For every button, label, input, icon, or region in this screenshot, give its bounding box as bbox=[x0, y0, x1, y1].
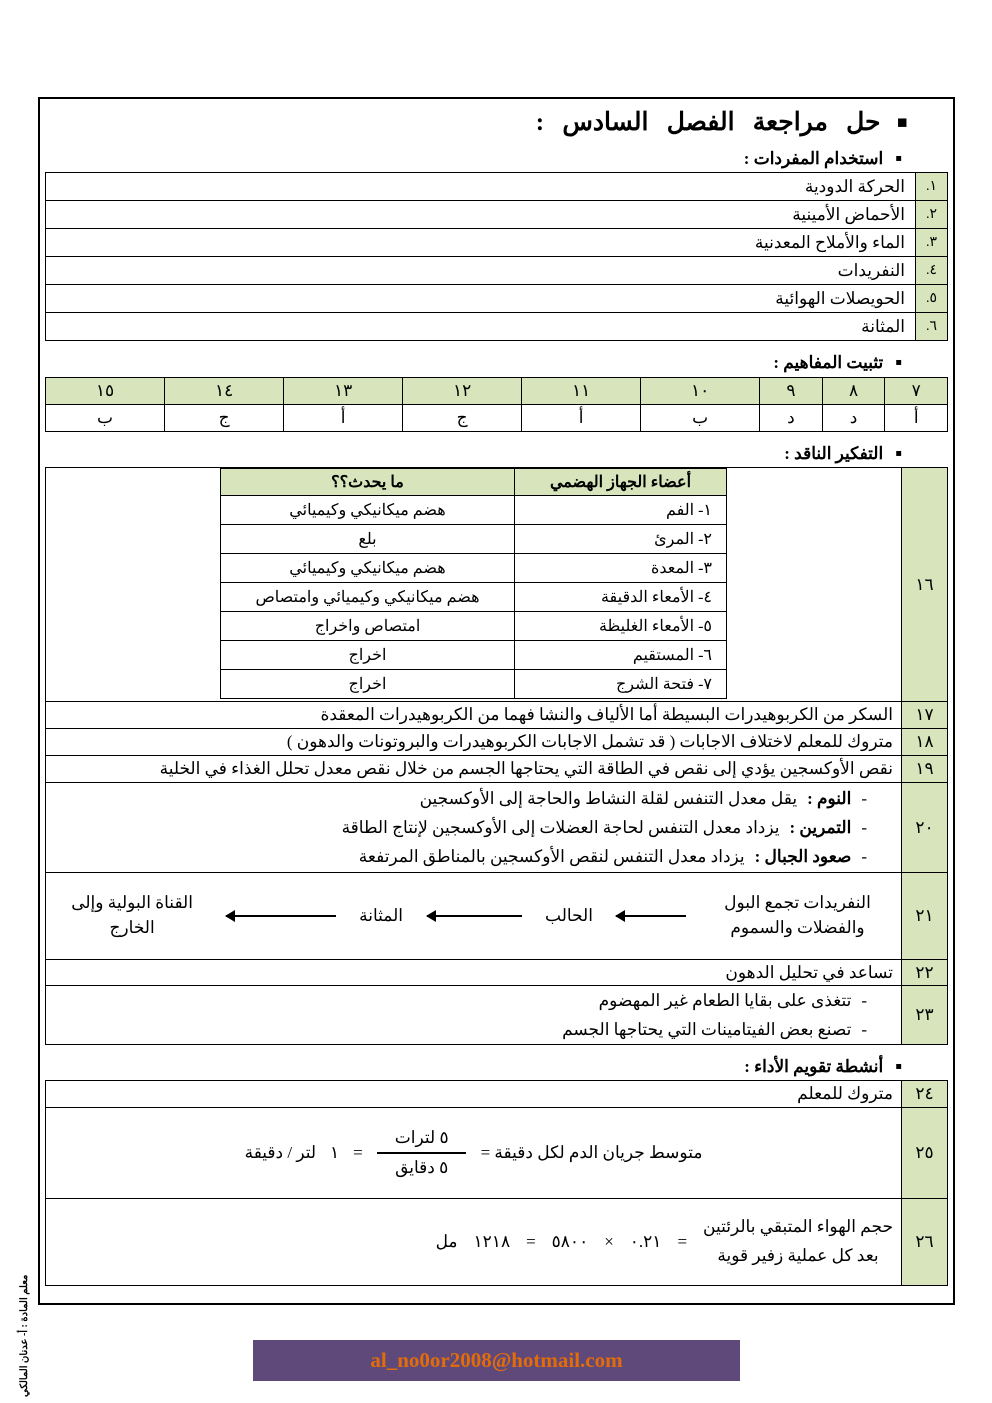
item-text: يزداد معدل التنفس لحاجة العضلات إلى الأوكسجين لإنتاج الطاقة bbox=[341, 818, 780, 837]
content-frame bbox=[38, 97, 955, 1305]
vocab-answer: الحركة الدودية bbox=[804, 176, 905, 196]
answer-row-19 bbox=[45, 755, 948, 783]
equation-label bbox=[703, 1213, 893, 1271]
happens-column-header: ما يحدث؟؟ bbox=[221, 469, 515, 496]
question-number: ١٤ bbox=[165, 378, 284, 405]
item-text: تصنع بعض الفيتامينات التي يحتاجها الجسم bbox=[562, 1020, 852, 1039]
organ-cell: ٣- المعدة bbox=[515, 554, 727, 583]
result-unit: لتر / دقيقة bbox=[244, 1143, 317, 1162]
concepts-number-row bbox=[46, 378, 948, 405]
list-item bbox=[46, 842, 867, 871]
answer-letter: ج bbox=[403, 405, 522, 432]
section-critical-label: التفكير الناقد : bbox=[784, 444, 884, 463]
fraction-denominator: ٥ دقايق bbox=[377, 1152, 466, 1178]
answer-row-23 bbox=[45, 985, 948, 1045]
happens-cell: هضم ميكانيكي وكيميائي bbox=[221, 554, 515, 583]
question-number: ١٥ bbox=[46, 378, 165, 405]
teacher-credit: معلم المادة : أ- عدنان المالكي bbox=[19, 1274, 30, 1397]
organ-row bbox=[221, 641, 727, 670]
organ-row bbox=[221, 670, 727, 699]
dash-icon: - bbox=[861, 847, 867, 866]
title-bullet-icon: ▪ bbox=[896, 112, 908, 132]
row-number: ٢٠ bbox=[901, 783, 947, 872]
fraction-numerator: ٥ لترات bbox=[394, 1128, 449, 1147]
question-number: ١١ bbox=[522, 378, 641, 405]
flow-node-bladder: المثانة bbox=[359, 905, 403, 925]
section-concepts-heading bbox=[45, 351, 902, 375]
concepts-answers-table bbox=[45, 377, 948, 432]
email-text: al_no0or2008@hotmail.com bbox=[370, 1348, 623, 1372]
dash-list bbox=[46, 986, 901, 1044]
list-item bbox=[46, 813, 867, 842]
page-title-text: حل مراجعة الفصل السادس : bbox=[535, 109, 881, 136]
result-value: ١ bbox=[330, 1143, 340, 1162]
row-number: ١٧ bbox=[901, 702, 947, 728]
answer-letter: ب bbox=[641, 405, 760, 432]
factor-value: ٠.٢١ bbox=[629, 1232, 662, 1251]
left-arrow-icon bbox=[616, 915, 686, 917]
section-performance-heading bbox=[45, 1055, 902, 1079]
organ-cell: ٤- الأمعاء الدقيقة bbox=[515, 583, 727, 612]
label-line-2: بعد كل عملية زفير قوية bbox=[717, 1246, 879, 1265]
answer-text: متروك للمعلم لاختلاف الاجابات ( قد تشمل الاجابات الكربوهيدرات والبروتونات والدهون ) bbox=[286, 732, 893, 751]
blood-flow-equation bbox=[46, 1108, 901, 1198]
row-number: ٢٤ bbox=[901, 1081, 947, 1107]
answer-row-20 bbox=[45, 782, 948, 873]
answer-row-24 bbox=[45, 1080, 948, 1108]
vocab-answer: النفريدات bbox=[837, 260, 905, 280]
equation bbox=[46, 1209, 901, 1275]
vocab-answer: المثانة bbox=[861, 316, 905, 336]
dash-icon: - bbox=[861, 789, 867, 808]
question-number: ١٠ bbox=[641, 378, 760, 405]
item-label: صعود الجبال : bbox=[754, 847, 852, 866]
row-number: ٥. bbox=[915, 285, 947, 312]
happens-cell: بلع bbox=[221, 525, 515, 554]
happens-cell: هضم ميكانيكي وكيميائي bbox=[221, 496, 515, 525]
organ-row bbox=[221, 612, 727, 641]
question-number: ٧ bbox=[885, 378, 948, 405]
urinary-flow-diagram bbox=[46, 873, 901, 959]
section-critical-heading bbox=[45, 442, 902, 466]
section-vocab-label: استخدام المفردات : bbox=[743, 149, 884, 168]
row-number: ٢. bbox=[915, 201, 947, 228]
item-label: النوم : bbox=[807, 789, 852, 808]
question-number: ١٣ bbox=[284, 378, 403, 405]
equals-sign: = bbox=[526, 1232, 536, 1251]
answer-letter: أ bbox=[284, 405, 403, 432]
result-unit: مل bbox=[435, 1232, 458, 1251]
row-number: ١٩ bbox=[901, 756, 947, 782]
critical-thinking-table bbox=[45, 467, 948, 1045]
row-number: ١٨ bbox=[901, 729, 947, 755]
item-text: تتغذى على بقايا الطعام غير المهضوم bbox=[598, 991, 852, 1010]
organ-row bbox=[221, 554, 727, 583]
row-number: ١٦ bbox=[901, 468, 947, 701]
row-number: ٣. bbox=[915, 229, 947, 256]
digestive-organs-table bbox=[220, 468, 727, 699]
answer-row-21 bbox=[45, 872, 948, 960]
organ-cell: ٢- المرئ bbox=[515, 525, 727, 554]
dash-icon: - bbox=[861, 1020, 867, 1039]
answer-letter: د bbox=[760, 405, 823, 432]
result-value: ١٢١٨ bbox=[473, 1232, 511, 1251]
vocab-answer: الماء والأملاح المعدنية bbox=[754, 232, 905, 252]
label-line-1: حجم الهواء المتبقي بالرئتين bbox=[703, 1217, 893, 1237]
answer-text: السكر من الكربوهيدرات البسيطة أما الألياف والنشا فهما من الكربوهيدرات المعقدة bbox=[320, 705, 893, 724]
left-arrow-icon bbox=[427, 915, 522, 917]
row-number: ٢٦ bbox=[901, 1199, 947, 1285]
organ-row bbox=[221, 583, 727, 612]
answer-text: متروك للمعلم bbox=[797, 1084, 893, 1103]
bullet-icon: ▪ bbox=[895, 153, 902, 164]
list-item bbox=[46, 784, 867, 813]
section-performance-label: أنشطة تقويم الأداء : bbox=[744, 1057, 884, 1076]
dash-icon: - bbox=[861, 991, 867, 1010]
row-number: ٢٥ bbox=[901, 1108, 947, 1198]
equation-prefix: متوسط جريان الدم لكل دقيقة = bbox=[480, 1143, 703, 1162]
question-number: ٨ bbox=[822, 378, 885, 405]
dash-icon: - bbox=[861, 818, 867, 837]
flow-node-ureter: الحالب bbox=[545, 905, 593, 925]
answer-row-16 bbox=[45, 467, 948, 702]
item-text: يقل معدل التنفس لقلة النشاط والحاجة إلى الأوكسجين bbox=[419, 789, 798, 808]
answer-text: تساعد في تحليل الدهون bbox=[725, 962, 893, 982]
question-number: ٩ bbox=[760, 378, 823, 405]
answer-row-22 bbox=[45, 959, 948, 986]
list-item bbox=[46, 986, 867, 1015]
answer-text: نقص الأوكسجين يؤدي إلى نقص في الطاقة التي يحتاجها الجسم من خلال نقص معدل تحلل الغذاء في الخلية bbox=[159, 759, 893, 778]
row-number: ١. bbox=[915, 173, 947, 200]
organ-cell: ١- الفم bbox=[515, 496, 727, 525]
answer-row-25 bbox=[45, 1107, 948, 1199]
answer-row-17 bbox=[45, 701, 948, 729]
answer-text bbox=[46, 783, 901, 872]
answer-letter: ج bbox=[165, 405, 284, 432]
answer-letter: د bbox=[822, 405, 885, 432]
row-number: ٤. bbox=[915, 257, 947, 284]
row-number: ٦. bbox=[915, 313, 947, 340]
bullet-icon: ▪ bbox=[895, 448, 902, 459]
bullet-icon: ▪ bbox=[895, 1061, 902, 1072]
page-title bbox=[45, 107, 908, 137]
vocab-row bbox=[45, 256, 948, 285]
vocab-row bbox=[45, 228, 948, 257]
vocab-row bbox=[45, 172, 948, 201]
answer-letter: أ bbox=[522, 405, 641, 432]
section-vocab-heading bbox=[45, 147, 902, 171]
equals-sign: = bbox=[353, 1143, 363, 1162]
multiply-sign: × bbox=[604, 1232, 614, 1251]
happens-cell: هضم ميكانيكي وكيميائي وامتصاص bbox=[221, 583, 515, 612]
organ-cell: ٥- الأمعاء الغليظة bbox=[515, 612, 727, 641]
item-label: التمرين : bbox=[789, 818, 852, 837]
digestive-system-answer bbox=[46, 468, 901, 701]
footer-bar bbox=[253, 1340, 740, 1381]
organ-row bbox=[221, 496, 727, 525]
organ-row bbox=[221, 525, 727, 554]
vocab-answer: الحويصلات الهوائية bbox=[775, 288, 905, 308]
organ-cell: ٦- المستقيم bbox=[515, 641, 727, 670]
flow-node-urethra: القناة البولية وإلى الخارج bbox=[71, 893, 193, 937]
equation bbox=[46, 1122, 901, 1184]
happens-cell: اخراج bbox=[221, 670, 515, 699]
performance-table bbox=[45, 1080, 948, 1286]
volume-value: ٥٨٠٠ bbox=[551, 1232, 589, 1251]
vocab-answer: الأحماض الأمينية bbox=[792, 204, 905, 224]
happens-cell: اخراج bbox=[221, 641, 515, 670]
bullet-icon: ▪ bbox=[895, 357, 902, 368]
answer-letter: أ bbox=[885, 405, 948, 432]
row-number: ٢٣ bbox=[901, 986, 947, 1044]
vocab-row bbox=[45, 200, 948, 229]
item-text: يزداد معدل التنفس لنقص الأوكسجين بالمناطق المرتفعة bbox=[358, 847, 745, 866]
vocab-table bbox=[45, 172, 948, 341]
flow-chart bbox=[46, 885, 901, 946]
section-concepts-label: تثبيت المفاهيم : bbox=[773, 353, 884, 372]
vocab-row bbox=[45, 312, 948, 341]
answer-row-18 bbox=[45, 728, 948, 756]
equals-sign: = bbox=[677, 1232, 688, 1251]
happens-cell: امتصاص واخراج bbox=[221, 612, 515, 641]
left-arrow-icon bbox=[226, 915, 336, 917]
concepts-answer-row bbox=[46, 405, 948, 432]
dash-list bbox=[46, 784, 901, 871]
row-number: ٢١ bbox=[901, 873, 947, 959]
organ-column-header: أعضاء الجهاز الهضمي bbox=[515, 469, 727, 496]
answer-row-26 bbox=[45, 1198, 948, 1286]
fraction bbox=[377, 1128, 467, 1178]
flow-node-nephrons: النفريدات تجمع البول والفضلات والسموم bbox=[724, 893, 871, 937]
organ-cell: ٧- فتحة الشرج bbox=[515, 670, 727, 699]
organ-table-header bbox=[221, 469, 727, 496]
residual-air-equation bbox=[46, 1199, 901, 1285]
question-number: ١٢ bbox=[403, 378, 522, 405]
answer-letter: ب bbox=[46, 405, 165, 432]
answer-text bbox=[46, 986, 901, 1044]
vocab-row bbox=[45, 284, 948, 313]
row-number: ٢٢ bbox=[901, 960, 947, 985]
list-item bbox=[46, 1015, 867, 1044]
